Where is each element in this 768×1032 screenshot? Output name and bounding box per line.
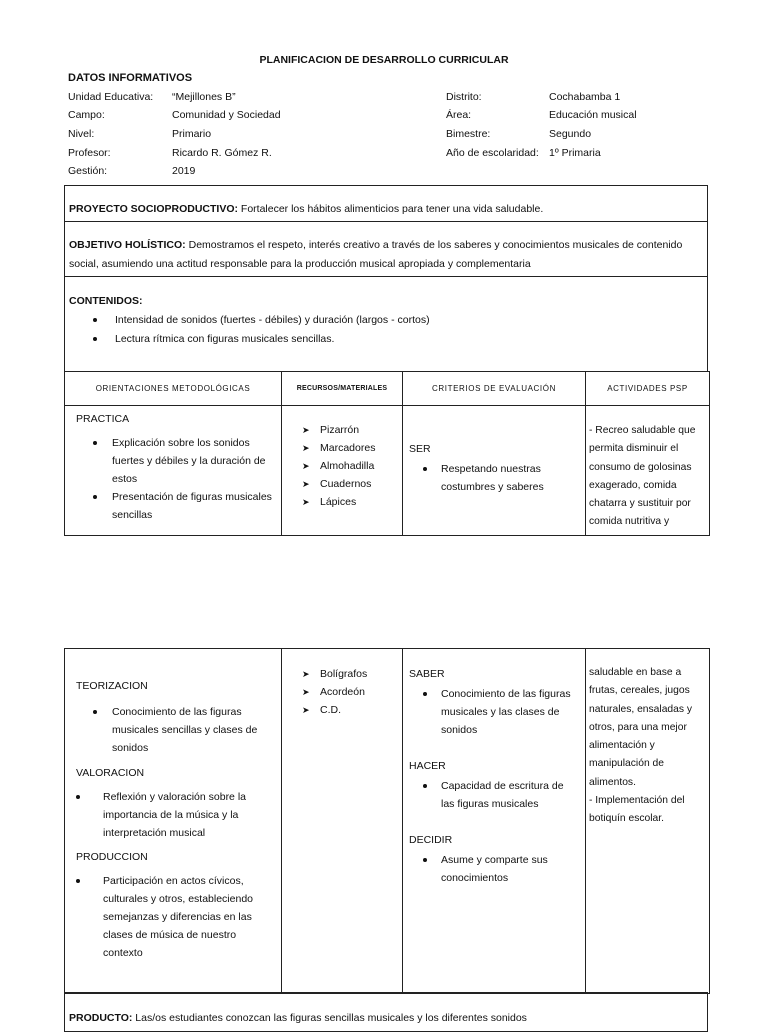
actividades-cell [586, 649, 710, 994]
practica-item-line: estos [112, 473, 138, 485]
saber-list [409, 685, 585, 739]
document-title: PLANIFICACION DE DESARROLLO CURRICULAR [259, 54, 509, 66]
proyecto-box [64, 185, 708, 222]
psp-line: naturales, ensaladas y [589, 703, 693, 715]
practica-list [76, 434, 281, 524]
recurso-item: ➤ Marcadores [282, 439, 402, 457]
saber-item-line: sonidos [441, 724, 478, 736]
recursos-list [282, 421, 402, 511]
header-actividades: ACTIVIDADES PSP [586, 372, 710, 406]
header-orientaciones: ORIENTACIONES METODOLÓGICAS [65, 372, 282, 406]
produccion-item-line: semejanzas y diferencias en las [103, 911, 252, 923]
decidir-item-line: Asume y comparte sus [441, 854, 548, 866]
psp-line: alimentación y [589, 740, 655, 752]
orientaciones-cell [65, 406, 282, 536]
practica-label: PRACTICA [76, 413, 130, 425]
info-row [68, 144, 768, 162]
saber-item-line: Conocimiento de las figuras [441, 688, 571, 700]
valoracion-item-line: importancia de la música y la [103, 809, 239, 821]
recurso-item: ➤ Cuadernos [282, 475, 402, 493]
teorizacion-item-line: sonidos [112, 742, 149, 754]
psp-line: otros, para una mejor [589, 721, 687, 733]
info-label: Bimestre: [446, 128, 491, 140]
info-value: 2019 [172, 165, 196, 177]
contenido-item: Intensidad de sonidos (fuertes - débiles) y duración (largos - cortos) [69, 311, 703, 330]
info-value: Primario [172, 128, 212, 140]
header-criterios: CRITERIOS DE EVALUACIÓN [403, 372, 586, 406]
info-label: Distrito: [446, 91, 482, 103]
planning-table-part2 [64, 648, 710, 994]
valoracion-item-line: Reflexión y valoración sobre la [103, 791, 246, 803]
hacer-item-line: Capacidad de escritura de [441, 780, 564, 792]
proyecto-label: PROYECTO SOCIOPRODUCTIVO: [69, 203, 238, 215]
practica-item [76, 434, 281, 488]
psp-line: - Recreo saludable que [589, 425, 696, 436]
ser-list [409, 460, 585, 496]
objetivo-box [64, 221, 708, 277]
practica-item-line: fuertes y débiles y la duración de [112, 455, 266, 467]
info-label: Año de escolaridad: [446, 147, 539, 159]
decidir-item [409, 851, 585, 887]
psp-line: saludable en base a [589, 667, 682, 678]
info-value: Comunidad y Sociedad [172, 109, 281, 121]
produccion-item [76, 872, 281, 962]
producto-label: PRODUCTO: [69, 1012, 133, 1024]
info-row [68, 125, 768, 143]
info-label: Campo: [68, 109, 105, 121]
info-label: Profesor: [68, 147, 111, 159]
info-value: Cochabamba 1 [549, 91, 621, 103]
recurso-item: ➤ Almohadilla [282, 457, 402, 475]
teorizacion-list [76, 703, 281, 757]
practica-item [76, 488, 281, 524]
objetivo-text-2: social, asumiendo una actitud responsable para la producción musical apropiada y complementaria [69, 258, 531, 270]
ser-item [409, 460, 585, 496]
psp-line: alimentos. [589, 776, 636, 788]
psp-line: exagerado, comida [589, 479, 677, 491]
ser-item-line: Respetando nuestras [441, 463, 541, 475]
teorizacion-label: TEORIZACION [76, 680, 148, 692]
datos-informativos-heading: DATOS INFORMATIVOS [68, 72, 193, 84]
recursos-list [282, 665, 402, 719]
produccion-item-line: contexto [103, 947, 143, 959]
info-label: Gestión: [68, 165, 108, 177]
info-label: Área: [446, 109, 472, 121]
recurso-item: ➤ Acordeón [282, 683, 402, 701]
info-row [68, 162, 768, 180]
actividades-cell [586, 406, 710, 536]
valoracion-label: VALORACION [76, 767, 145, 779]
criterios-cell [403, 406, 586, 536]
produccion-item-line: clases de música de nuestro [103, 929, 237, 941]
recurso-item: ➤ Pizarrón [282, 421, 402, 439]
info-value: Ricardo R. Gómez R. [172, 147, 272, 159]
psp-line: comida nutritiva y [589, 516, 670, 528]
criterios-cell [403, 649, 586, 994]
produccion-list [76, 872, 281, 962]
recursos-cell [282, 406, 403, 536]
psp-line: - Implementación del [589, 795, 685, 807]
hacer-list [409, 777, 585, 813]
psp-line: manipulación de [589, 758, 664, 770]
producto-text: Las/os estudiantes conozcan las figuras sencillas musicales y los diferentes sonidos [132, 1012, 527, 1024]
psp-line: botiquín escolar. [589, 813, 664, 825]
teorizacion-item [76, 703, 281, 757]
info-value: Segundo [549, 128, 592, 140]
info-value: “Mejillones B” [172, 91, 236, 103]
info-value: 1º Primaria [549, 147, 601, 159]
ser-item-line: costumbres y saberes [441, 481, 544, 493]
info-label: Nivel: [68, 128, 95, 140]
contenido-item: Lectura rítmica con figuras musicales sencillas. [69, 330, 703, 349]
saber-item [409, 685, 585, 739]
planning-table-part1 [64, 371, 710, 536]
psp-line: chatarra y sustituir por [589, 498, 691, 510]
contenidos-list [69, 311, 703, 349]
header-recursos: RECURSOS/MATERIALES [282, 372, 403, 406]
produccion-label: PRODUCCION [76, 851, 148, 863]
practica-item-line: Explicación sobre los sonidos [112, 437, 250, 449]
practica-item-line: sencillas [112, 509, 153, 521]
info-row [68, 88, 768, 106]
valoracion-item [76, 788, 281, 842]
decidir-list [409, 851, 585, 887]
recurso-item: ➤ Lápices [282, 493, 402, 511]
valoracion-list [76, 788, 281, 842]
teorizacion-item-line: musicales sencillas y clases de [112, 724, 258, 736]
contenidos-label: CONTENIDOS: [69, 295, 143, 307]
saber-item-line: musicales y las clases de [441, 706, 560, 718]
produccion-item-line: culturales y otros, estableciendo [103, 893, 253, 905]
produccion-item-line: Participación en actos cívicos, [103, 875, 244, 887]
orientaciones-cell [65, 649, 282, 994]
hacer-label: HACER [409, 760, 446, 772]
proyecto-text: Fortalecer los hábitos alimenticios para tener una vida saludable. [238, 203, 544, 215]
decidir-item-line: conocimientos [441, 872, 509, 884]
recursos-cell [282, 649, 403, 994]
practica-item-line: Presentación de figuras musicales [112, 491, 272, 503]
teorizacion-item-line: Conocimiento de las figuras [112, 706, 242, 718]
ser-label: SER [409, 443, 431, 455]
psp-line: permita disminuir el [589, 443, 679, 455]
info-value: Educación musical [549, 109, 637, 121]
producto-box [64, 992, 708, 1032]
objetivo-label: OBJETIVO HOLÍSTICO: [69, 239, 186, 251]
decidir-label: DECIDIR [409, 834, 453, 846]
objetivo-text-1: Demostramos el respeto, interés creativo a través de los saberes y conocimientos musicales de contenido [185, 239, 683, 251]
contenidos-box [64, 276, 708, 372]
info-row [68, 106, 768, 124]
hacer-item-line: las figuras musicales [441, 798, 539, 810]
psp-text [586, 406, 709, 532]
info-label: Unidad Educativa: [68, 91, 154, 103]
recurso-item: ➤ Bolígrafos [282, 665, 402, 683]
recurso-item: ➤ C.D. [282, 701, 402, 719]
valoracion-item-line: interpretación musical [103, 827, 206, 839]
psp-line: consumo de golosinas [589, 461, 692, 473]
psp-text [586, 649, 709, 829]
hacer-item [409, 777, 585, 813]
saber-label: SABER [409, 668, 445, 680]
psp-line: frutas, cereales, jugos [589, 685, 690, 697]
